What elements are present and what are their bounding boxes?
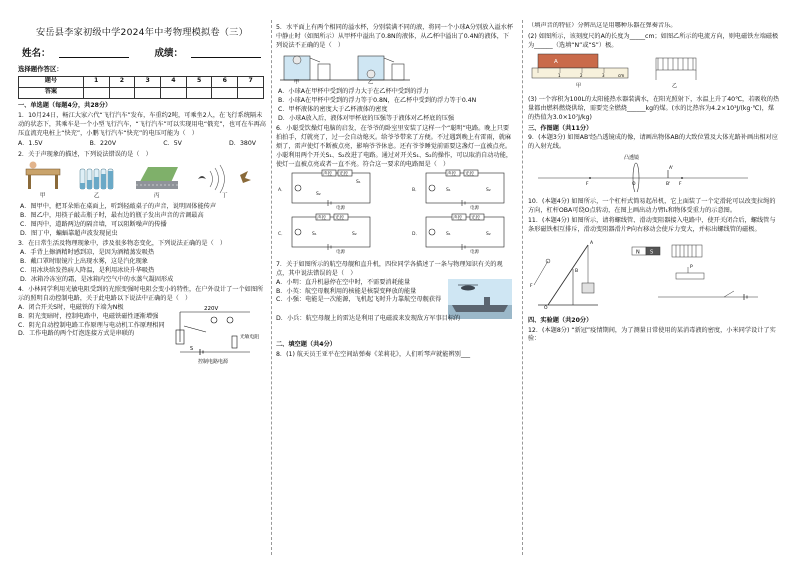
circuit-c	[292, 217, 370, 247]
circuit-options-figure	[276, 169, 512, 255]
switch-label: 声控	[447, 172, 456, 178]
focus-label: F	[679, 181, 682, 187]
switch-label: S₂	[486, 232, 491, 238]
option: C．甲杯液体的密度大于乙杯液体的密度	[278, 105, 388, 113]
figure-label: 丁	[222, 193, 228, 200]
ruler-solenoid-figure	[528, 50, 778, 90]
object-label: A	[554, 59, 558, 66]
slider-label: P	[690, 264, 693, 270]
source-label: 电源	[470, 206, 479, 212]
switch-label: S₁	[312, 232, 317, 238]
force-label: F	[530, 283, 533, 289]
ruler-figure	[532, 54, 628, 89]
column-1	[18, 22, 266, 562]
q4-options	[18, 304, 168, 339]
source-label: 电源	[336, 250, 345, 256]
option: A．小明：直升机悬停在空中时，不需要消耗能量	[276, 278, 411, 286]
sensor-label: 光敏电阻	[240, 334, 260, 340]
source-label: 电源	[470, 250, 479, 256]
voltage-label: 220V	[204, 305, 219, 312]
control-circuit-diagram	[170, 302, 264, 368]
figure-label: 丙	[154, 193, 160, 200]
answer-cell[interactable]	[238, 87, 264, 98]
option: C．图丙中，道路两边的隔音墙，可以阻断噪声的传播	[20, 220, 167, 228]
question-8-2: (2) 如图所示，该刻度尺的A的长度为_____cm；如图乙所示的电流方向，则电磁铁左端磁极为______（选填“N”或“S”）极。	[528, 32, 779, 49]
circuit-a	[292, 173, 370, 203]
bar-magnet-and-solenoid	[632, 245, 758, 300]
solenoid-figure	[656, 58, 696, 89]
option: C．5V	[163, 139, 182, 147]
table-cell: 2	[109, 76, 135, 87]
circuit-d	[426, 217, 504, 247]
answer-cell[interactable]	[83, 87, 109, 98]
bottles-illustration	[80, 169, 113, 189]
column-3	[528, 22, 780, 562]
tick-label: 2	[580, 73, 583, 79]
options-row	[18, 140, 266, 149]
option: A．图甲中，把耳朵贴在桌面上，听到轻敲桌子的声音，说明固体能传声	[20, 203, 217, 211]
option: C．阴光自动控制电路工作原理与电动机工作原理相同	[18, 321, 165, 329]
lens-label: 凸透镜	[624, 154, 640, 161]
lever-crane	[530, 240, 598, 311]
switch-label: S₂	[352, 232, 357, 238]
name-score-row	[18, 47, 266, 60]
option: A．小球A在甲杯中受到的浮力大于在乙杯中受到的浮力	[278, 88, 429, 96]
table-cell: 5	[186, 76, 212, 87]
table-cell: 答案	[19, 87, 84, 98]
exam-title: 安岳县李家初级中学2024年中考物理模拟卷（三）	[36, 27, 248, 38]
switch-label: S₂	[316, 192, 321, 198]
lens-icon	[633, 163, 639, 192]
tick-label: 1	[558, 73, 561, 79]
switch-label: 声控	[453, 216, 462, 222]
figure-caption: 控制电路电源	[198, 358, 229, 365]
option: D．冰箱冷冻室的霜，是冰箱内空气中的水蒸气凝固形成	[20, 275, 174, 283]
option: D．小球A放入后，液体对甲杯底的压强等于液体对乙杯底的压强	[278, 114, 455, 122]
desk-illustration	[26, 162, 60, 190]
circuit-b	[426, 173, 504, 203]
figure-label: 乙	[368, 79, 374, 85]
column-divider	[271, 20, 272, 555]
rheostat-icon	[676, 273, 704, 279]
option-label: B．	[412, 188, 420, 194]
option: D．图丁中，蝙蝠靠超声波发现昆虫	[20, 229, 118, 237]
magnet-pole-label: N	[636, 249, 640, 256]
image-point-label: A'	[669, 165, 674, 171]
question-8-continued: （填声音的特征）分辨出这是用哪种乐器在弹奏音乐。	[528, 22, 677, 29]
switch-label: 声控	[317, 216, 326, 222]
bat-illustration	[198, 165, 251, 193]
switch-label: 声控	[323, 172, 332, 178]
option-label: A．	[278, 188, 286, 194]
option: D．小兵：航空母舰上的雷达是利用了电磁波来发现敌方军事目标的	[276, 314, 461, 322]
focus-label: F	[586, 181, 589, 187]
figure-label: 乙	[672, 83, 678, 90]
question-3: 3．在日常生活及物理现象中，涉及很多物态变化，下列说法正确的是（ ）	[18, 240, 227, 248]
option: D．工作电路的两个灯泡连接方式是串联的	[18, 330, 135, 338]
option: C．小强：电能是一次能源，飞机起飞时升力靠航空母舰获得	[276, 296, 442, 304]
tick-label: cm	[618, 73, 625, 79]
question-12: 12．(本题8分) “新冠”疫情期间，为了测量日常使用的某消毒液的密度，小米同学设计了实验：	[528, 326, 776, 343]
overflow-cups-figure	[276, 50, 512, 84]
question-5: 5．水平面上有两个相同的溢水杯，分别装满不同的液，将同一个小球A分别放入溢水杯中静止时（如图所示）从甲杯中溢出了0.8N的液体，从乙杯中溢出了0.4N的液体，下列说法不正确的是（ ）	[276, 24, 514, 49]
convex-lens-figure	[528, 152, 778, 192]
column-2	[276, 22, 514, 562]
switch-label: 光控	[471, 216, 480, 222]
section-heading: 三、作图题（共11分）	[528, 124, 593, 132]
question-2: 2．关于声现象的描述，下列说法错误的是（ ）	[18, 150, 152, 158]
option: B．戴口罩时眼镜片上出现水雾，这是汽化现象	[20, 258, 148, 265]
answer-cell[interactable]	[212, 87, 238, 98]
figure-label: 甲	[294, 79, 300, 85]
option: B．小球A在甲杯中受到的浮力等于0.8N，在乙杯中受到的浮力等于0.4N	[278, 96, 477, 104]
point-label: O	[544, 305, 548, 311]
tick-label: 3	[602, 73, 605, 79]
table-cell: 题号	[19, 76, 84, 87]
source-label: 电源	[336, 206, 345, 212]
q7-options	[276, 279, 446, 305]
question-8-3: (3) 一个容积为100L的太阳能热水器装满水，在阳光照射下，水温上升了40℃，若吸收的热量都由燃料燃烧供给，需要完全燃烧______kg的煤。(水的比热容为4.2×10³J/(kg·℃)，煤的热值为3.0×10⁷J/kg)	[528, 96, 780, 121]
name-label: 姓名：	[22, 48, 51, 60]
option: B．220V	[89, 139, 117, 147]
switch-label: 光控	[335, 216, 344, 222]
aircraft-carrier-photo	[448, 279, 512, 319]
question-11: 11．(本题4分) 如图所示，请将螺线管、滑动变阻器接入电路中，使开关闭合后，螺线管与条形磁铁相互排斥，滑动变阻器滑片P向右移动会使斥力变大，并标出螺线管的磁极。	[528, 217, 776, 234]
table-cell: 4	[161, 76, 187, 87]
point-label: A	[590, 240, 594, 246]
answer-cell[interactable]	[161, 87, 187, 98]
question-7: 7．关于如图所示的航空母舰和直升机，四位同学各描述了一条与物理知识有关的观点，其中说法错误的是（ ）	[276, 261, 503, 277]
answer-cell[interactable]	[186, 87, 212, 98]
option: B．图乙中，用筷子敲击瓶子时，最右边的瓶子发出声音的音调最高	[20, 212, 204, 220]
option: D．380V	[229, 139, 256, 147]
figure-label: 甲	[40, 193, 46, 200]
question-8: 8．(1) 航天员王亚平在空间站弹奏《茉莉花》，人们听琴声就能辨别___	[276, 350, 471, 358]
score-field[interactable]	[191, 47, 261, 58]
name-field[interactable]	[59, 47, 129, 58]
option: A．闭合开关S时，电磁铁的下端为N极	[18, 303, 124, 311]
point-label: B	[575, 268, 579, 274]
table-cell: 6	[212, 76, 238, 87]
option-label: C．	[278, 232, 286, 238]
table-cell: 3	[135, 76, 161, 87]
answer-area-label: 选择题作答区：	[18, 64, 63, 73]
section-heading: 四、实验题（共20分）	[528, 316, 593, 324]
cup-yi	[358, 56, 404, 80]
option: B．小英：航空母舰利用的核能是核裂变释放的能量	[276, 287, 417, 295]
question-1: 1．10月24日，畅江大家六代“飞行汽车”发布，车重约2吨，可乘坐2人，在飞行系统隔未动的状态下，其乘车是一个小型飞行汽车，“飞行汽车”可以实现用电“俄充”，也可在车再高压直流充电桩上“快充”，小鹏飞行汽车“快充”的电压可能为（ ）	[18, 112, 266, 138]
center-label: O	[632, 181, 636, 187]
switch-label: S₁	[446, 188, 451, 194]
figure-label: 乙	[94, 193, 100, 200]
score-label: 成绩：	[154, 48, 184, 60]
table-cell: 1	[83, 76, 109, 87]
answer-cell[interactable]	[135, 87, 161, 98]
cup-jia	[284, 56, 330, 80]
sound-barrier-illustration	[136, 167, 178, 189]
image-point-label: B'	[666, 181, 671, 187]
lever-and-solenoid-figure	[528, 235, 778, 311]
magnet-pole-label: S	[650, 249, 654, 256]
switch-label: 光控	[465, 172, 474, 178]
option: B．阴光变暗时，控制电路中，电磁铁磁性逐渐增强	[18, 312, 159, 320]
figure-label: 甲	[576, 83, 582, 90]
switch-label: S₁	[446, 232, 451, 238]
switch-label: S	[190, 346, 194, 352]
question-6: 6．小聪受饮燥灯电脑的启发，在爷爷的卧室里安装了这样一个“聪明”电路。晚上只要拍拍手，灯就亮了，过一会自动熄灭。给爷爷带来了方便。不过遇到晚上有雷雨，就麻烦了，雷声使灯不断被点亮，影响爷爷休息。还有爷爷睡觉前需要这盏灯一直被点亮。小聪利用两个开关S₁、S₂改进了电路。通过对开关S₁、S₂的操作，可以取消自动功能，使灯一直被点亮或者一直不亮。符合这一要求的电路图是（ ）	[276, 125, 513, 168]
option: A．手背上擦酒精时感到凉，是因为酒精蒸发吸热	[20, 249, 155, 257]
option: C．用冰块给发热病人降温，是利用冰块升华吸热	[20, 266, 155, 274]
answer-cell[interactable]	[109, 87, 135, 98]
table-row	[19, 87, 264, 98]
column-divider	[522, 20, 523, 555]
sound-figures	[18, 159, 264, 199]
lamp-icon	[211, 317, 217, 323]
lamp-icon	[227, 317, 233, 323]
section-heading: 二、填空题（共4分）	[276, 340, 336, 348]
switch-label: 光控	[339, 172, 348, 178]
question-4: 4．小林同学利用光敏电阻受到的光照变强时电阻会变小的特性，在户外设计了一个如图所示的照明自动控制电路，关于此电路以下说法中正确的是（ ）	[18, 286, 264, 303]
section-heading: 一、单选题（每题4分，共28分）	[18, 101, 112, 109]
switch-label: S₂	[486, 188, 491, 194]
question-10: 10．(本题4分) 如图所示，一个杠杆式简易起吊机，它上面装了一个定滑轮可以改变拉绳的方向，杠杆OBA可绕O点转动，在图上画出动力臂l₁和物体受重力的示意图。	[528, 197, 776, 214]
option: A．1.5V	[18, 139, 43, 147]
q4-block	[18, 304, 266, 368]
table-row	[19, 76, 264, 87]
table-cell: 7	[238, 76, 264, 87]
switch-label: S₁	[356, 180, 361, 186]
option-label: D．	[412, 232, 420, 238]
q7-block	[276, 279, 514, 339]
answer-table	[18, 76, 264, 99]
photoresistor-icon	[232, 336, 237, 348]
question-9: 9．(本题3分) 如图AB'经凸透镜成的像，请画出物体AB的大致位置及大体光路补画出相对应的入射光线。	[528, 134, 778, 151]
